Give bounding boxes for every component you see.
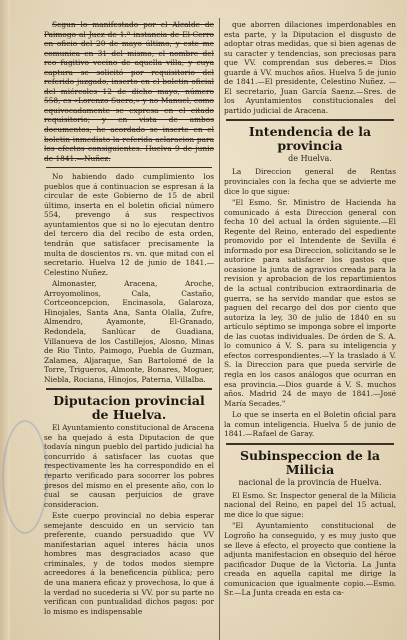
- section-rule: [46, 167, 212, 168]
- notice-logrono: "El Ayuntamiento constitucional de Logroño ha conseguido, y es muy justo que se lleve á efecto, el proyecto que contiene la adjunta manifestacion en obsequio del héroe pacificador Duque de la Victoria. La Junta creada en aquella capital me dirige la comunicacion que igualmente copio.—Esmo. Sr.—La Junta creada en esta ca-: [224, 521, 396, 598]
- heading-subinspeccion: Subinspeccion de la Milicia: [239, 447, 381, 477]
- notice-aracena-cont: Este cuerpo provincial no debia esperar semejante descuido en un servicio tan preferente, cuando persuadido que VV manifestarian aquel interes hácia unos hombres mas desgraciados acaso que criminales, y de todos modos siempre acreedores á la beneficencia pública; pero de una manera eficaz y provechosa, lo que á la verdad no sucederia si VV. por su parte no verifican con puntualidad dichos pagos: por lo mismo es indispensable: [44, 511, 214, 616]
- section-rule: [226, 443, 394, 445]
- notice-rentas: La Direccion general de Rentas provinciales con la fecha que se advierte me dice lo que sigue:: [224, 167, 396, 196]
- notice-aracena-end: que aborren dilaciones imperdonables en esta parte, y la Diputacion el disgusto de adoptar otras medidas, que si bien agenas de su caracter y tendencias, son preciosas para que VV. comprendan sus deberes.= Dios guarde á VV. muchos años. Huelva 5 de junio de 1841.—El presidente, Celestino Nuñez. —El secretario, Juan García Saenz.—Sres. de los Ayuntamientos constitucionales del partido judicial de Aracena.: [224, 20, 396, 115]
- section-rule: [226, 119, 394, 121]
- notice-garay: Lo que se inserta en el Boletin oficial para la comun inteligencia. Huelva 5 de junio de 1841.—Rafael de Garay.: [224, 410, 396, 439]
- notice-aracena: El Ayuntamiento constitucional de Aracena se ha quejado á esta Diputacion de que todavía ningun pueblo del partido judicial ha concurrido á satisfacer las cuotas que respectivamente les ha correspondido en el reparto verificado para socorrer los pobres presos del mismo en el presente año, con lo cual se causan perjuicios de grave consideracion.: [44, 423, 214, 509]
- subheading-subinspeccion: nacional de la provincia de Huelva.: [238, 477, 382, 487]
- subheading-intendencia: de Huelva.: [288, 154, 332, 164]
- left-column: [44, 20, 214, 616]
- page-edge-shadow: [0, 0, 10, 640]
- library-stamp: [2, 420, 48, 534]
- heading-diputacion: Diputacion provincial de Huelva.: [53, 393, 205, 423]
- section-rule: [46, 388, 212, 390]
- notice-inspector: El Esmo. Sr. Inspector general de la Milicia nacional del Reino, en papel del 15 actual, me dice lo que sigue:: [224, 490, 396, 519]
- notice-hacienda: "El Esmo. Sr. Ministro de Hacienda ha comunicado á esta Direccion general con fecha 10 del actual la órden siguiente.—El Regente del Reino, enterado del espediente promovido por el Intendente de Sevilla é informado por esa Direccion, solicitando se le autorice para satisfacer los gastos que ocasione la junta de agravios creada para la revision y aprobacion de los repartimientos de la actual contribucion extraordinaria de guerra, se ha servido mandar que estos se paguen del recargo del dos por ciento que autoriza la ley, 30 de julio de 1840 en su artículo séptimo se imponga sobre el importe de las cuotas individuales. De órden de S. A. lo comunico á V. S. para su inteligencia y efectos correspondientes.—Y la traslado á V. S. la Direccion para que pueda servirle de regla en los casos análogos que ocurran en esa provincia.—Dios guarde á V. S. muchos años. Madrid 24 de mayo de 1841.—José María Secades.": [224, 198, 396, 408]
- notice-circular: No habiendo dado cumplimiento los pueblos que á continuacion se espresan á la circular de este Gobierno de 15 de abril último, inserta en el boletin oficial número 554, prevengo á sus respectivos ayuntamientos que si no lo ejecutan dentro del tercero dia del recibo de esta orden, tendrán que satisfacer precisamente la multa de doscientos rs. vn. que mitad con el secretario. Huelva 12 de junio de 1841.—Celestino Nuñez.: [44, 172, 214, 277]
- notice-paimogo: Segun lo manifestado por el Alcalde de Paimogo al Juez de 1.ª instancia de El-Cerro en oficio del 20 de mayo último, y este me comunica en 31 del mismo, el nombre del reo fugitivo vecino de aquella villa, y cuya captura se solicitó por requisitorio del referido juzgado, inserto en el boletin oficial del miércoles 12 de dicho mayo, número 558, es «Lorenzo Suero,» y no Manuel, como equivocadamente se expresa en el citado requisitorio; y en vista de ambos documentos, he acordado se inserte en el boletin inmediato la referida aclaracion para los efectos consiguientes. Huelva 9 de junio de 1841.—Nuñez.: [44, 20, 214, 163]
- column-divider: [219, 18, 220, 640]
- right-column: [224, 20, 396, 598]
- heading-intendencia: Intendencia de la provincia: [248, 124, 372, 154]
- town-list: Almonaster, Aracena, Aroche, Arroyomolinos, Cala, Castaño, Cortceoncepcion, Encinasola, Galaroza, Hinojales, Santa Ana, Santa Olalla, Zufre, Almendro, Ayamonte, El-Granado, Redondela, Sanlúcar de Guadiana, Villanueva de los Castillejos, Alosno, Minas de Rio Tinto, Paimogo, Puebla de Guzman, Zalamea, Aljaraque, San Bartolomé de la Torre, Trigueros, Almonte, Bonares, Moguer, Niebla, Rociana, Hinojos, Paterna, Villalba.: [44, 279, 214, 384]
